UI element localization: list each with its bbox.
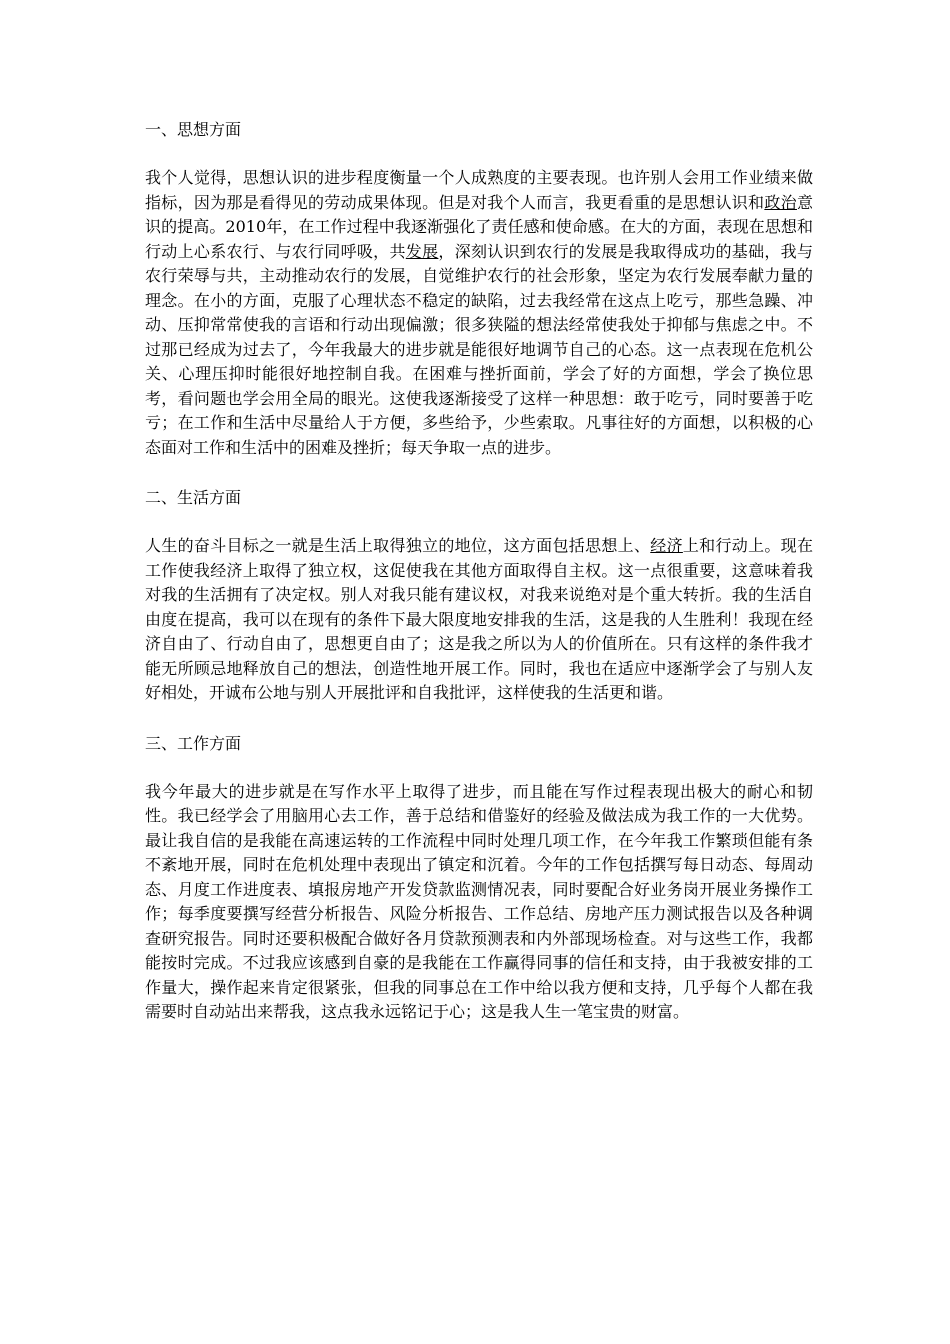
spacer	[145, 460, 813, 485]
spacer	[145, 511, 813, 534]
spacer	[145, 143, 813, 166]
link-development[interactable]: 发展	[405, 241, 439, 261]
section-paragraph-thought	[145, 166, 813, 460]
paragraph-text: 意识的提高。2010年，在工作过程中我逐渐强化了责任感和使命感。在大的方面，表现在思想和行动上心系农行、与农行同呼吸，共	[145, 192, 813, 261]
paragraph-text: 我今年最大的进步就是在写作水平上取得了进步，而且能在写作过程表现出极大的耐心和韧性。我已经学会了用脑用心去工作，善于总结和借鉴好的经验及做法成为我工作的一大优势。最让我自信的是我能在高速运转的工作流程中同时处理几项工作，在今年我工作繁琐但能有条不紊地开展，同时在危机处理中表现出了镇定和沉着。今年的工作包括撰写每日动态、每周动态、月度工作进度表、填报房地产开发贷款监测情况表，同时要配合好业务岗开展业务操作工作；每季度要撰写经营分析报告、风险分析报告、工作总结、房地产压力测试报告以及各种调查研究报告。同时还要积极配合做好各月贷款预测表和内外部现场检查。对与这些工作，我都能按时完成。不过我应该感到自豪的是我能在工作赢得同事的信任和支持，由于我被安排的工作量大，操作起来肯定很紧张，但我的同事总在工作中给以我方便和支持，几乎每个人都在我需要时自动站出来帮我，这点我永远铭记于心；这是我人生一笔宝贵的财富。	[145, 781, 813, 1021]
section-heading-thought: 一、思想方面	[145, 120, 242, 139]
paragraph-text: 人生的奋斗目标之一就是生活上取得独立的地位，这方面包括思想上、	[145, 536, 651, 555]
spacer	[145, 706, 813, 731]
link-politics[interactable]: 政治	[764, 192, 797, 212]
paragraph-text: 上和行动上。现在工作使我经济上取得了独立权，这促使我在其他方面取得自主权。这一点很重要，这意味着我对我的生活拥有了决定权。别人对我只能有建议权，对我来说绝对是个重大转折。我的生活自由度在提高，我可以在现有的条件下最大限度地安排我的生活，这是我的人生胜利！我现在经济自由了、行动自由了，思想更自由了；这是我之所以为人的价值所在。只有这样的条件我才能无所顾忌地释放自己的想法，创造性地开展工作。同时，我也在适应中逐渐学会了与别人友好相处，开诚布公地与别人开展批评和自我批评，这样使我的生活更和谐。	[145, 536, 813, 702]
paragraph-text: 我个人觉得，思想认识的进步程度衡量一个人成熟度的主要表现。也许别人会用工作业绩来做指标，因为那是看得见的劳动成果体现。但是对我个人而言，我更看重的是思想认识和	[145, 168, 813, 212]
link-economy[interactable]: 经济	[650, 536, 683, 555]
section-heading-work: 三、工作方面	[145, 733, 242, 753]
section-heading-life: 二、生活方面	[145, 488, 242, 507]
section-paragraph-life	[145, 534, 813, 706]
section-paragraph-work	[145, 780, 813, 1025]
paragraph-text: ，深刻认识到农行的发展是我取得成功的基础，我与农行荣辱与共，主动推动农行的发展，自觉维护农行的社会形象，坚定为农行发展奉献力量的理念。在小的方面，克服了心理状态不稳定的缺陷，过去我经常在这点上吃亏，那些急躁、冲动、压抑常常使我的言语和行动出现偏激；很多狭隘的想法经常使我处于抑郁与焦虑之中。不过那已经成为过去了，今年我最大的进步就是能很好地调节自己的心态。这一点表现在危机公关、心理压抑时能很好地控制自我。在困难与挫折面前，学会了好的方面想，学会了换位思考，看问题也学会用全局的眼光。这使我逐渐接受了这样一种思想：敢于吃亏，同时要善于吃亏；在工作和生活中尽量给人于方便，多些给予，少些索取。凡事往好的方面想，以积极的心态面对工作和生活中的困难及挫折；每天争取一点的进步。	[145, 241, 813, 457]
spacer	[145, 757, 813, 780]
document-body	[145, 117, 813, 1025]
